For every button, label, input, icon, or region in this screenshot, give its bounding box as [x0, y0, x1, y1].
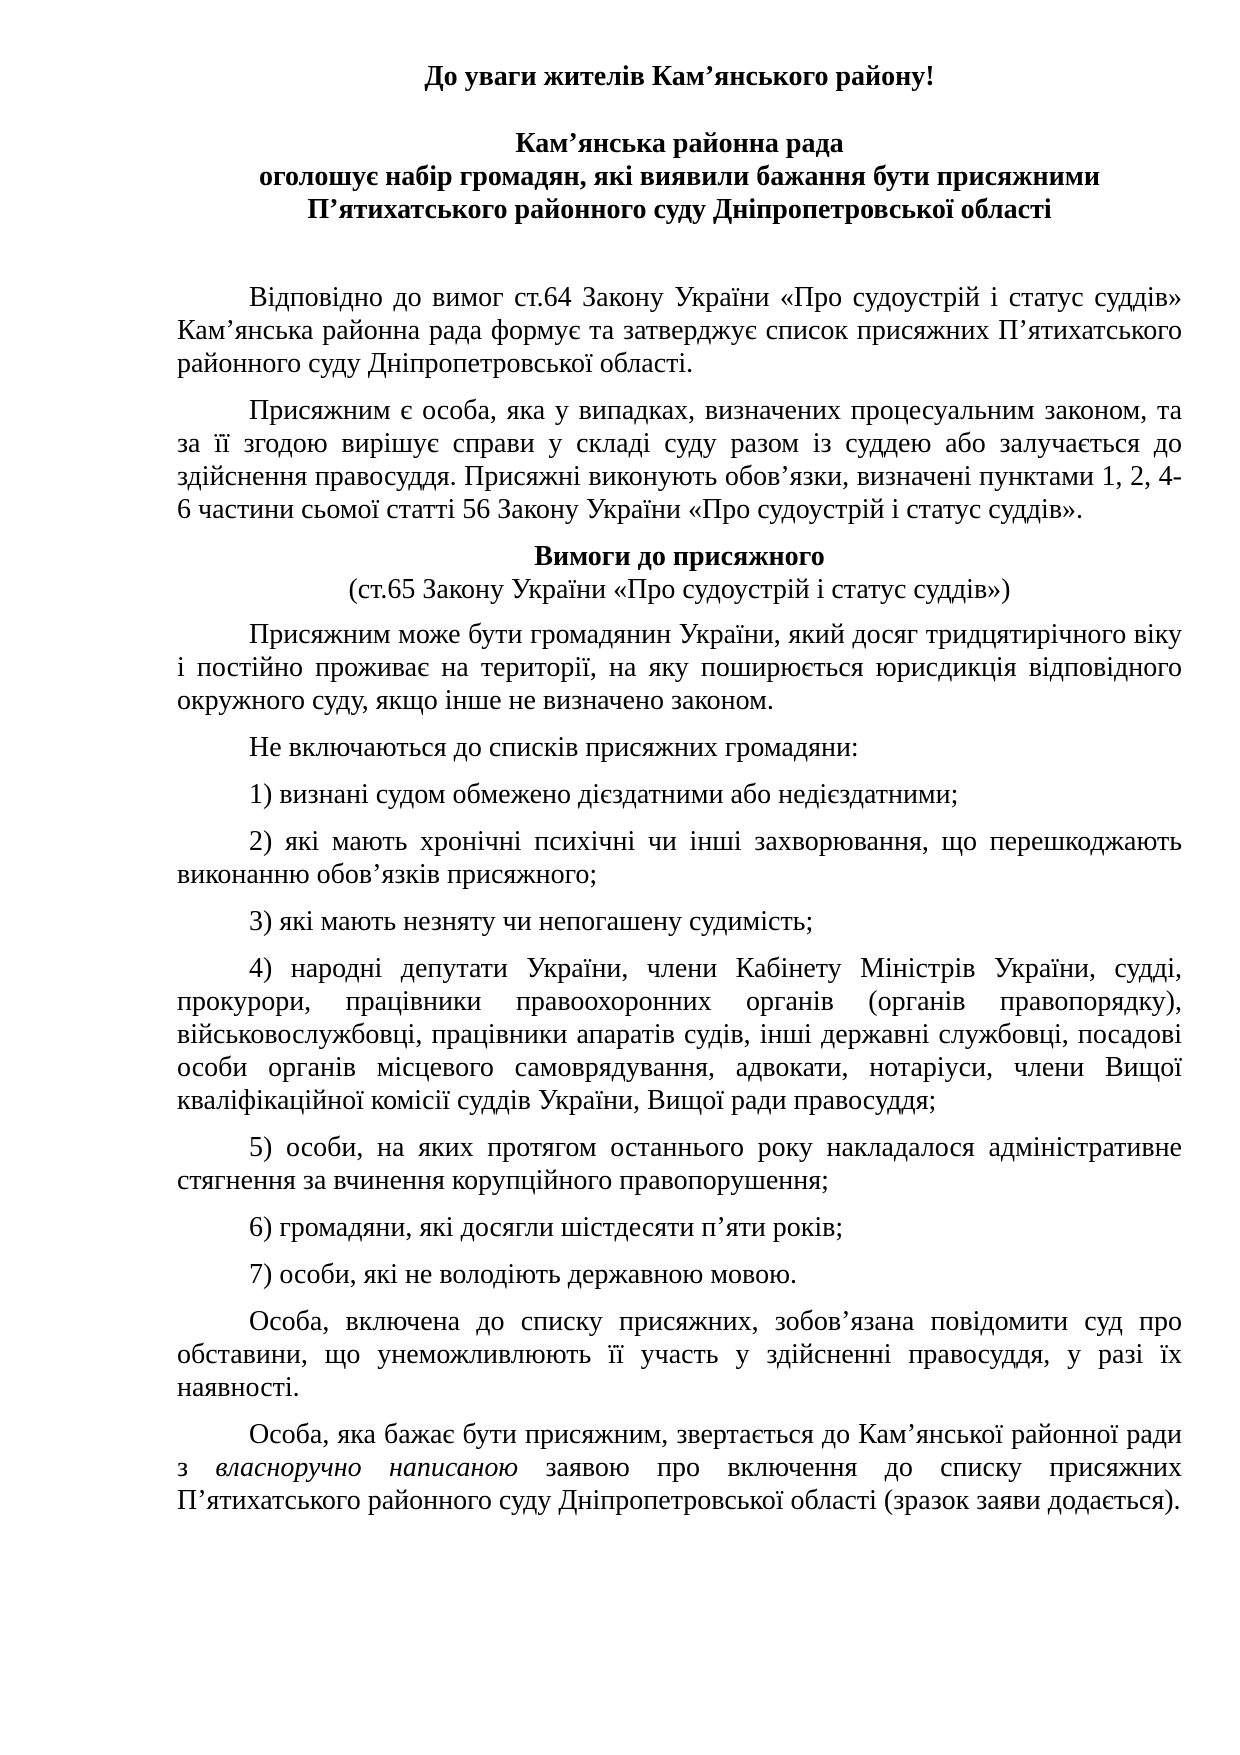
paragraph-legal-basis: Відповідно до вимог ст.64 Закону України «Про судоустрій і статус суддів» Кам’янська районна рада формує та затверджує список присяжних П’ятихатського районного суду Дніпропетровської області. [177, 282, 1182, 379]
application-text-end: заявою про включення до списку присяжних П’ятихатського районного суду Дніпропетровської області (зразок заяви додається). [177, 1452, 1183, 1516]
exclusion-item-5: 5) особи, на яких протягом останнього року накладалося адміністративне стягнення за вчинення корупційного правопорушення; [177, 1132, 1182, 1196]
paragraph-juror-eligibility: Присяжним може бути громадянин України, який досяг тридцятирічного віку і постійно проживає на території, на яку поширюється юрисдикція відповідного окружного суду, якщо інше не визначено законом. [177, 619, 1182, 716]
announcement-line-3: П’ятихатського районного суду Дніпропетровської області [307, 194, 1052, 225]
exclusion-item-7: 7) особи, які не володіють державною мовою. [249, 1259, 797, 1290]
exclusion-item-1: 1) визнані судом обмежено дієздатними або недієздатними; [249, 779, 959, 810]
announcement-line-2: оголошує набір громадян, які виявили бажання бути присяжними [259, 161, 1100, 192]
exclusion-intro: Не включаються до списків присяжних громадяни: [249, 732, 859, 763]
announcement-line-1: Кам’янська районна рада [515, 128, 844, 159]
requirements-subheading: (ст.65 Закону України «Про судоустрій і статус суддів») [348, 574, 1011, 605]
document-body [177, 60, 1182, 1531]
exclusion-item-3: 3) які мають незняту чи непогашену судимість; [249, 906, 814, 937]
announcement-heading [177, 127, 1182, 226]
application-emphasis: власноручно написаною [215, 1452, 519, 1483]
exclusion-item-6: 6) громадяни, які досягли шістдесяти п’яти років; [249, 1212, 844, 1243]
paragraph-juror-definition: Присяжним є особа, яка у випадках, визначених процесуальним законом, та за її згодою вирішує справи у складі суду разом із суддею або залучається до здійснення правосуддя. Присяжні виконують обов’язки, визначені пунктами 1, 2, 4-6 частини сьомої статті 56 Закону України «Про судоустрій і статус суддів». [177, 395, 1182, 525]
application-text-start: Особа, яка бажає бути присяжним, звертається до Кам’янської районної ради з [177, 1419, 1182, 1483]
notice-title: До уваги жителів Кам’янського району! [424, 61, 935, 92]
requirements-heading: Вимоги до присяжного [534, 541, 825, 572]
paragraph-notification-duty: Особа, включена до списку присяжних, зобов’язана повідомити суд про обставини, що унеможливлюють її участь у здійсненні правосуддя, у разі їх наявності. [177, 1306, 1182, 1403]
paragraph-application [177, 1418, 1182, 1517]
exclusion-item-2: 2) які мають хронічні психічні чи інші захворювання, що перешкоджають виконанню обов’язків присяжного; [177, 826, 1182, 890]
exclusion-item-4: 4) народні депутати України, члени Кабінету Міністрів України, судді, прокурори, працівники правоохоронних органів (органів правопорядку), військовослужбовці, працівники апаратів судів, інші державні службовці, посадові особи органів місцевого самоврядування, адвокати, нотаріуси, члени Вищої кваліфікаційної комісії суддів України, Вищої ради правосуддя; [177, 953, 1182, 1116]
